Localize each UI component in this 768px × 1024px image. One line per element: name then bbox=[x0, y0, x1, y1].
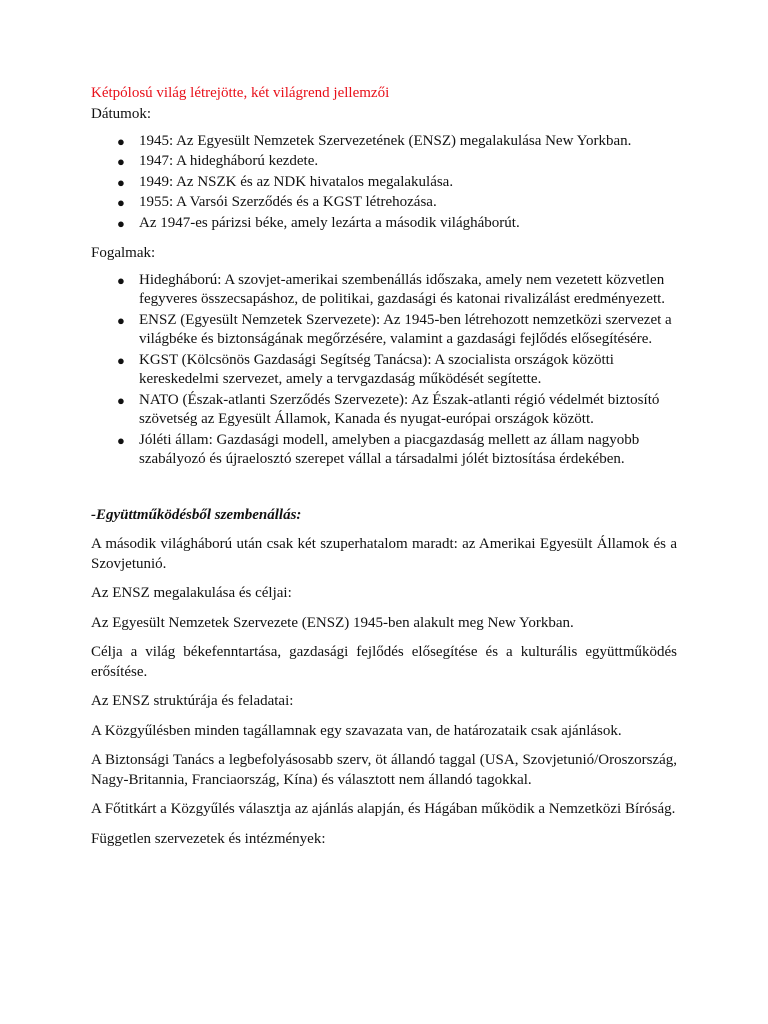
bullet-icon: ● bbox=[117, 352, 125, 368]
bullet-icon: ● bbox=[117, 174, 125, 190]
concepts-list bbox=[91, 271, 677, 470]
list-item: ● Hidegháború: A szovjet-amerikai szembenállás időszaka, amely nem vezetett közvetlen fegyveres összecsapáshoz, de politikai, gazdasági és katonai rivalizálást eredményezett. bbox=[117, 271, 666, 307]
dates-list bbox=[91, 132, 677, 234]
concepts-label: Fogalmak: bbox=[91, 245, 156, 261]
list-item: ● Jóléti állam: Gazdasági modell, amelyben a piacgazdaság mellett az állam nagyobb szabályozó és újraelosztó szerepet vállal a társadalmi jólét biztosítása érdekében. bbox=[117, 431, 640, 467]
bullet-icon: ● bbox=[117, 215, 125, 231]
body-paragraph: Célja a világ békefenntartása, gazdasági fejlődés elősegítése és a kulturális együttműködés erősítése. bbox=[91, 644, 677, 680]
document-title: Kétpólosú világ létrejötte, két világrend jellemzői bbox=[91, 85, 390, 101]
section-heading: -Együttműködésből szembenállás: bbox=[91, 506, 302, 523]
list-item: ● 1947: A hidegháború kezdete. bbox=[91, 152, 677, 172]
bullet-icon: ● bbox=[117, 432, 125, 448]
body-paragraph: A Főtitkárt a Közgyűlés választja az ajánlás alapján, és Hágában működik a Nemzetközi Bíróság. bbox=[91, 801, 676, 817]
list-item: ● Az 1947-es párizsi béke, amely lezárta a második világháborút. bbox=[91, 214, 677, 234]
list-item: ● KGST (Kölcsönös Gazdasági Segítség Tanácsa): A szocialista országok közötti kereskedelmi szervezet, amely a tervgazdaság működését segítette. bbox=[117, 351, 614, 387]
body-paragraph: Az Egyesült Nemzetek Szervezete (ENSZ) 1945-ben alakult meg New Yorkban. bbox=[91, 614, 574, 631]
list-item: ● 1955: A Varsói Szerződés és a KGST létrehozása. bbox=[91, 193, 677, 213]
bullet-icon: ● bbox=[117, 133, 125, 149]
subheading: Az ENSZ struktúrája és feladatai: bbox=[91, 693, 294, 709]
bullet-icon: ● bbox=[117, 272, 125, 288]
subheading: Független szervezetek és intézmények: bbox=[91, 830, 326, 847]
list-item: ● 1945: Az Egyesült Nemzetek Szervezetének (ENSZ) megalakulása New Yorkban. bbox=[91, 132, 677, 152]
list-item: ● NATO (Észak-atlanti Szerződés Szervezete): Az Észak-atlanti régió védelmét biztosító szövetség az Egyesült Államok, Kanada és nyugat-európai országok között. bbox=[117, 391, 660, 427]
body-paragraph: A Közgyűlésben minden tagállamnak egy szavazata van, de határozataik csak ajánlások. bbox=[91, 722, 622, 739]
dates-label: Dátumok: bbox=[91, 106, 151, 122]
body-paragraph: A Biztonsági Tanács a legbefolyásosabb szerv, öt állandó taggal (USA, Szovjetunió/Oroszország, Nagy-Britannia, Franciaország, Kína) és választott nem állandó tagokkal. bbox=[91, 752, 677, 788]
list-item: ● ENSZ (Egyesült Nemzetek Szervezete): Az 1945-ben létrehozott nemzetközi szervezet a világbéke és biztonságának megőrzésére, valamint a gazdasági fejlődés elősegítésére. bbox=[117, 311, 672, 347]
list-item: ● 1949: Az NSZK és az NDK hivatalos megalakulása. bbox=[91, 173, 677, 193]
bullet-icon: ● bbox=[117, 195, 125, 210]
bullet-icon: ● bbox=[117, 392, 125, 408]
bullet-icon: ● bbox=[117, 312, 125, 328]
body-paragraph: A második világháború után csak két szuperhatalom maradt: az Amerikai Egyesült Államok és a Szovjetunió. bbox=[91, 536, 677, 572]
document-page bbox=[91, 84, 677, 849]
bullet-icon: ● bbox=[117, 154, 125, 169]
subheading: Az ENSZ megalakulása és céljai: bbox=[91, 585, 292, 601]
